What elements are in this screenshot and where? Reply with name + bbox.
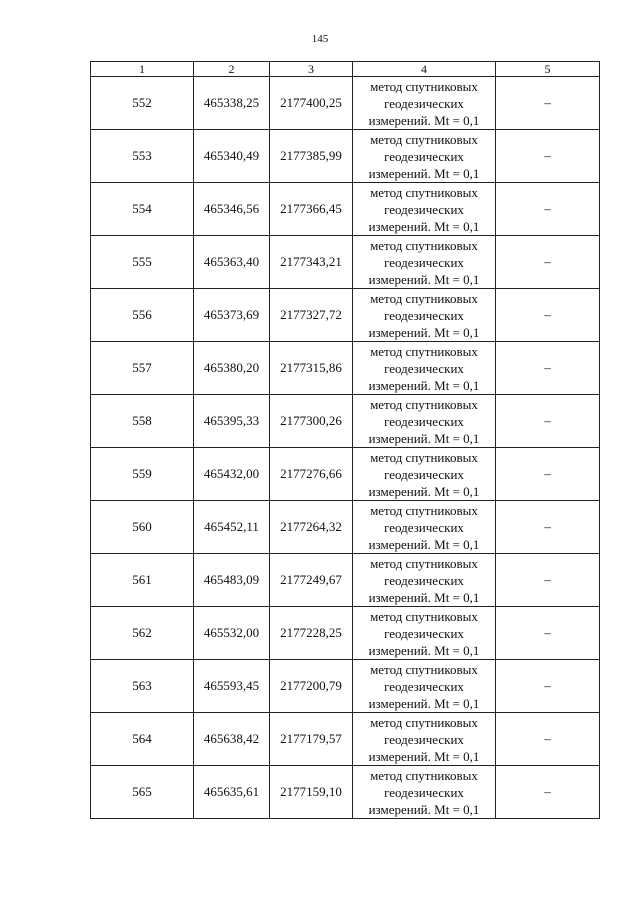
header-col-3: 3	[270, 62, 353, 77]
description-cell: –	[496, 607, 600, 660]
method-line-2: геодезических	[384, 731, 464, 747]
y-coordinate-cell: 2177228,25	[270, 607, 353, 660]
x-coordinate-cell: 465593,45	[194, 660, 270, 713]
method-line-1: метод спутниковых	[370, 237, 478, 253]
description-cell: –	[496, 554, 600, 607]
y-coordinate-cell: 2177264,32	[270, 501, 353, 554]
method-cell	[353, 660, 496, 713]
table-row	[91, 130, 600, 183]
description-cell: –	[496, 236, 600, 289]
description-cell: –	[496, 766, 600, 819]
table-row	[91, 554, 600, 607]
method-line-2: геодезических	[384, 625, 464, 641]
description-cell: –	[496, 448, 600, 501]
method-cell	[353, 395, 496, 448]
method-line-2: геодезических	[384, 678, 464, 694]
method-cell	[353, 183, 496, 236]
table-header-row	[91, 62, 600, 77]
method-line-1: метод спутниковых	[370, 131, 478, 147]
table-row	[91, 342, 600, 395]
point-number-cell: 556	[91, 289, 194, 342]
table-row	[91, 77, 600, 130]
method-cell	[353, 77, 496, 130]
x-coordinate-cell: 465483,09	[194, 554, 270, 607]
x-coordinate-cell: 465638,42	[194, 713, 270, 766]
y-coordinate-cell: 2177327,72	[270, 289, 353, 342]
method-cell	[353, 289, 496, 342]
method-line-2: геодезических	[384, 413, 464, 429]
method-line-3: измерений. Mt = 0,1	[368, 642, 480, 658]
method-line-2: геодезических	[384, 360, 464, 376]
method-line-2: геодезических	[384, 519, 464, 535]
method-line-3: измерений. Mt = 0,1	[368, 430, 480, 446]
y-coordinate-cell: 2177343,21	[270, 236, 353, 289]
method-line-1: метод спутниковых	[370, 661, 478, 677]
point-number-cell: 559	[91, 448, 194, 501]
method-line-1: метод спутниковых	[370, 555, 478, 571]
description-cell: –	[496, 501, 600, 554]
method-line-1: метод спутниковых	[370, 449, 478, 465]
method-line-1: метод спутниковых	[370, 343, 478, 359]
method-line-1: метод спутниковых	[370, 290, 478, 306]
x-coordinate-cell: 465532,00	[194, 607, 270, 660]
point-number-cell: 558	[91, 395, 194, 448]
y-coordinate-cell: 2177300,26	[270, 395, 353, 448]
point-number-cell: 554	[91, 183, 194, 236]
method-cell	[353, 448, 496, 501]
method-line-2: геодезических	[384, 307, 464, 323]
description-cell: –	[496, 77, 600, 130]
header-col-1: 1	[91, 62, 194, 77]
point-number-cell: 564	[91, 713, 194, 766]
y-coordinate-cell: 2177366,45	[270, 183, 353, 236]
y-coordinate-cell: 2177200,79	[270, 660, 353, 713]
description-cell: –	[496, 660, 600, 713]
method-line-3: измерений. Mt = 0,1	[368, 324, 480, 340]
table-row	[91, 660, 600, 713]
description-cell: –	[496, 713, 600, 766]
method-cell	[353, 554, 496, 607]
x-coordinate-cell: 465346,56	[194, 183, 270, 236]
y-coordinate-cell: 2177276,66	[270, 448, 353, 501]
point-number-cell: 555	[91, 236, 194, 289]
table-row	[91, 766, 600, 819]
table-row	[91, 607, 600, 660]
y-coordinate-cell: 2177385,99	[270, 130, 353, 183]
method-line-1: метод спутниковых	[370, 608, 478, 624]
x-coordinate-cell: 465373,69	[194, 289, 270, 342]
method-line-3: измерений. Mt = 0,1	[368, 589, 480, 605]
method-line-3: измерений. Mt = 0,1	[368, 695, 480, 711]
point-number-cell: 552	[91, 77, 194, 130]
table-row	[91, 236, 600, 289]
method-line-2: геодезических	[384, 254, 464, 270]
x-coordinate-cell: 465432,00	[194, 448, 270, 501]
method-line-2: геодезических	[384, 784, 464, 800]
x-coordinate-cell: 465338,25	[194, 77, 270, 130]
description-cell: –	[496, 395, 600, 448]
description-cell: –	[496, 342, 600, 395]
coordinates-table	[90, 61, 600, 819]
header-col-5: 5	[496, 62, 600, 77]
method-cell	[353, 501, 496, 554]
x-coordinate-cell: 465363,40	[194, 236, 270, 289]
table-row	[91, 289, 600, 342]
table-row	[91, 501, 600, 554]
header-col-2: 2	[194, 62, 270, 77]
method-line-1: метод спутниковых	[370, 396, 478, 412]
point-number-cell: 563	[91, 660, 194, 713]
method-line-1: метод спутниковых	[370, 767, 478, 783]
method-line-2: геодезических	[384, 572, 464, 588]
header-col-4: 4	[353, 62, 496, 77]
y-coordinate-cell: 2177179,57	[270, 713, 353, 766]
method-line-3: измерений. Mt = 0,1	[368, 271, 480, 287]
y-coordinate-cell: 2177159,10	[270, 766, 353, 819]
table-row	[91, 713, 600, 766]
method-line-1: метод спутниковых	[370, 502, 478, 518]
x-coordinate-cell: 465452,11	[194, 501, 270, 554]
x-coordinate-cell: 465340,49	[194, 130, 270, 183]
table-row	[91, 183, 600, 236]
point-number-cell: 561	[91, 554, 194, 607]
method-line-3: измерений. Mt = 0,1	[368, 377, 480, 393]
description-cell: –	[496, 289, 600, 342]
point-number-cell: 557	[91, 342, 194, 395]
method-line-3: измерений. Mt = 0,1	[368, 218, 480, 234]
method-line-3: измерений. Mt = 0,1	[368, 536, 480, 552]
method-line-2: геодезических	[384, 95, 464, 111]
description-cell: –	[496, 183, 600, 236]
table-row	[91, 448, 600, 501]
description-cell: –	[496, 130, 600, 183]
method-line-1: метод спутниковых	[370, 184, 478, 200]
y-coordinate-cell: 2177400,25	[270, 77, 353, 130]
x-coordinate-cell: 465395,33	[194, 395, 270, 448]
point-number-cell: 553	[91, 130, 194, 183]
method-cell	[353, 713, 496, 766]
point-number-cell: 560	[91, 501, 194, 554]
y-coordinate-cell: 2177249,67	[270, 554, 353, 607]
x-coordinate-cell: 465380,20	[194, 342, 270, 395]
method-cell	[353, 766, 496, 819]
method-cell	[353, 130, 496, 183]
page-number: 145	[311, 33, 329, 45]
y-coordinate-cell: 2177315,86	[270, 342, 353, 395]
method-line-2: геодезических	[384, 466, 464, 482]
table-row	[91, 395, 600, 448]
method-line-1: метод спутниковых	[370, 714, 478, 730]
point-number-cell: 565	[91, 766, 194, 819]
method-line-1: метод спутниковых	[370, 78, 478, 94]
method-line-3: измерений. Mt = 0,1	[368, 748, 480, 764]
method-line-2: геодезических	[384, 201, 464, 217]
x-coordinate-cell: 465635,61	[194, 766, 270, 819]
method-line-3: измерений. Mt = 0,1	[368, 112, 480, 128]
method-cell	[353, 236, 496, 289]
method-line-2: геодезических	[384, 148, 464, 164]
method-cell	[353, 342, 496, 395]
method-line-3: измерений. Mt = 0,1	[368, 801, 480, 817]
method-line-3: измерений. Mt = 0,1	[368, 483, 480, 499]
point-number-cell: 562	[91, 607, 194, 660]
method-line-3: измерений. Mt = 0,1	[368, 165, 480, 181]
method-cell	[353, 607, 496, 660]
